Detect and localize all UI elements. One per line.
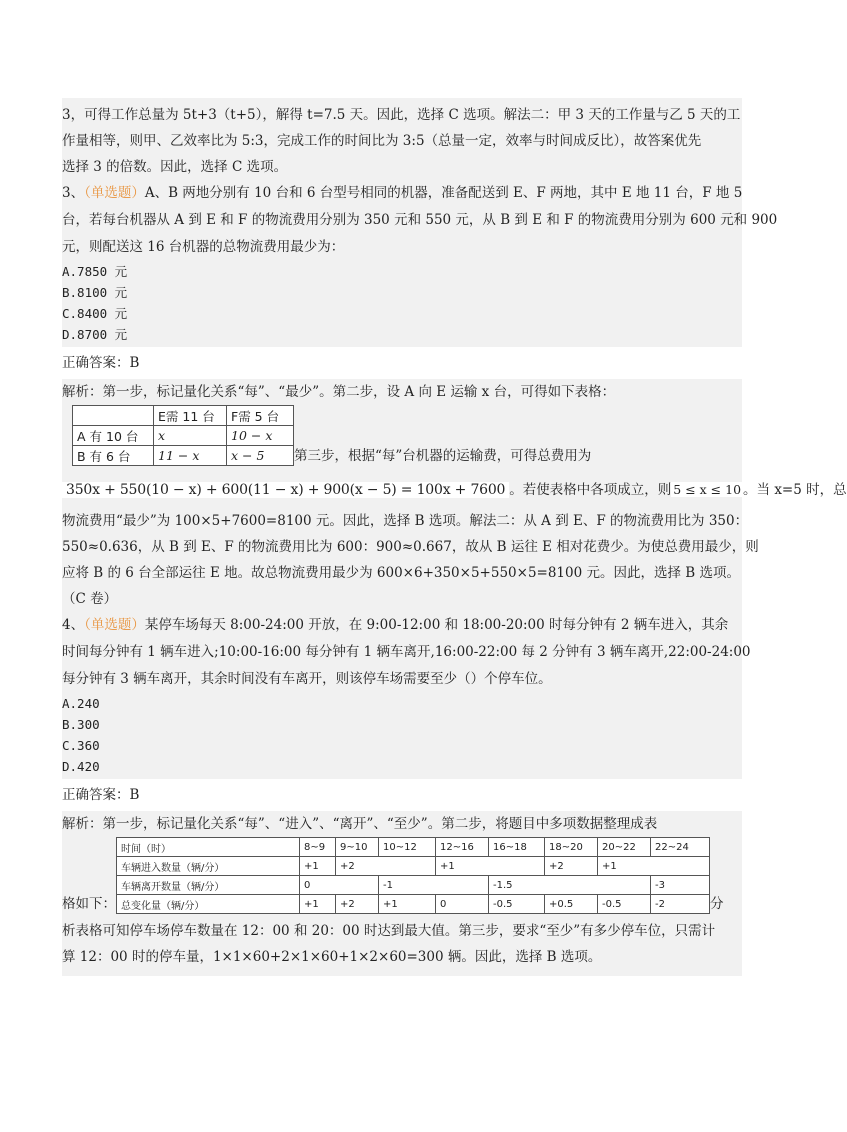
table-cell: 22~24 xyxy=(651,838,710,857)
option-c[interactable]: C.360 xyxy=(62,738,100,753)
correct-answer: 正确答案：B xyxy=(62,787,140,803)
table-cell: 0 xyxy=(436,895,489,914)
analysis-line: 算 12：00 时的停车量，1×1×60+2×1×60+1×2×60=300 辆。因此，选择 B 选项。 xyxy=(62,949,602,965)
analysis-line: 解析：第一步，标记量化关系“每”、“最少”。第二步，设 A 向 E 运输 x 台，可得如下表格： xyxy=(62,384,616,400)
table-cell: 12~16 xyxy=(436,838,489,857)
analysis-line: 物流费用“最少”为 100×5+7600=8100 元。因此，选择 B 选项。解法二：从 A 到 E、F 的物流费用比为 350： xyxy=(62,513,749,529)
question-stem xyxy=(62,180,742,207)
question-3 xyxy=(62,180,778,347)
analysis-line: 应将 B 的 6 台全部运往 E 地。故总物流费用最少为 600×6+350×5+550×5=8100 元。因此，选择 B 选项。 xyxy=(62,565,740,581)
question-type-tag: （单选题） xyxy=(84,617,145,633)
analysis-3 xyxy=(62,379,847,612)
analysis-text: 格如下： xyxy=(62,896,116,912)
analysis-text: 。若使表格中各项成立，则 xyxy=(509,482,672,498)
table-cell: 20~22 xyxy=(598,838,651,857)
question-stem xyxy=(62,612,742,639)
table-cell: -3 xyxy=(651,876,710,895)
question-stem-text: 某停车场每天 8:00-24:00 开放，在 9:00-12:00 和 18:00-20:00 时每分钟有 2 辆车进入，其余 xyxy=(144,617,729,633)
analysis-line: 析表格可知停车场停车数量在 12：00 和 20：00 时达到最大值。第三步，要求“至少”有多少停车位，只需计 xyxy=(62,923,716,939)
question-stem: 每分钟有 3 辆车离开，其余时间没有车离开，则该停车场需要至少（）个停车位。 xyxy=(62,671,552,687)
table-cell: A 有 10 台 xyxy=(73,426,154,446)
table-cell: 时间（时） xyxy=(117,838,300,857)
table-cell: +1 xyxy=(598,857,710,876)
intro-line: 3，可得工作总量为 5t+3（t+5），解得 t=7.5 天。因此，选择 C 选项。解法二：甲 3 天的工作量与乙 5 天的工 xyxy=(62,107,741,123)
table-cell: 车辆进入数量（辆/分） xyxy=(117,857,300,876)
table-cell: +2 xyxy=(336,895,379,914)
table-cell: x − 5 xyxy=(227,446,294,466)
cost-formula: 350x + 550(10 − x) + 600(11 − x) + 900(x − 5) = 100x + 7600 xyxy=(62,482,509,498)
volume-label: （C 卷） xyxy=(62,591,118,607)
table-cell: 0 xyxy=(300,876,379,895)
table-cell: -1.5 xyxy=(489,876,651,895)
table-cell: -1 xyxy=(379,876,489,895)
table-cell: 16~18 xyxy=(489,838,545,857)
table-cell: E需 11 台 xyxy=(154,406,227,426)
option-b[interactable]: B.300 xyxy=(62,717,100,732)
page-content xyxy=(62,98,847,976)
table-cell: +1 xyxy=(379,895,436,914)
table-cell: +2 xyxy=(336,857,436,876)
analysis-line: 550≈0.636，从 B 到 E、F 的物流费用比为 600：900≈0.667，故从 B 运往 E 相对花费少。为使总费用最少，则 xyxy=(62,539,759,555)
table-cell: 车辆离开数量（辆/分） xyxy=(117,876,300,895)
table-cell: -0.5 xyxy=(489,895,545,914)
question-stem: 台，若每台机器从 A 到 E 和 F 的物流费用分别为 350 元和 550 元，从 B 到 E 和 F 的物流费用分别为 600 元和 900 xyxy=(62,212,778,228)
table-cell: 9~10 xyxy=(336,838,379,857)
table-cell: 18~20 xyxy=(545,838,598,857)
table-cell: +1 xyxy=(300,895,336,914)
intro-line: 选择 3 的倍数。因此，选择 C 选项。 xyxy=(62,159,288,175)
table-cell: x xyxy=(154,426,227,446)
table-cell: 10 − x xyxy=(227,426,294,446)
question-stem: 时间每分钟有 1 辆车进入;10:00-16:00 每分钟有 1 辆车离开,16:00-22:00 每 2 分钟有 3 辆车离开,22:00-24:00 xyxy=(62,644,751,660)
analysis-text: 分 xyxy=(710,896,724,912)
intro-block xyxy=(62,98,742,180)
distribution-table xyxy=(72,405,294,466)
table-cell: -0.5 xyxy=(598,895,651,914)
analysis-text: 第三步，根据“每”台机器的运输费，可得总费用为 xyxy=(294,448,592,464)
question-number: 4、 xyxy=(62,617,85,633)
option-d[interactable]: D.8700 元 xyxy=(62,327,128,342)
correct-answer: 正确答案：B xyxy=(62,355,140,371)
option-a[interactable]: A.240 xyxy=(62,696,100,711)
table-cell: +1 xyxy=(300,857,336,876)
inequality-formula: 5 ≤ x ≤ 10 xyxy=(673,482,742,497)
analysis-line: 解析：第一步，标记量化关系“每”、“进入”、“离开”、“至少”。第二步，将题目中多项数据整理成表 xyxy=(62,816,658,832)
table-cell: 11 − x xyxy=(154,446,227,466)
table-cell: +1 xyxy=(436,857,545,876)
question-stem-text: A、B 两地分别有 10 台和 6 台型号相同的机器，准备配送到 E、F 两地，其中 E 地 11 台，F 地 5 xyxy=(144,185,743,201)
formula-line xyxy=(62,472,847,508)
question-type-tag: （单选题） xyxy=(84,185,145,201)
parking-table xyxy=(116,837,710,914)
table-row-with-text xyxy=(62,837,742,914)
option-b[interactable]: B.8100 元 xyxy=(62,285,128,300)
table-cell: +0.5 xyxy=(545,895,598,914)
option-a[interactable]: A.7850 元 xyxy=(62,264,128,279)
table-cell: 10~12 xyxy=(379,838,436,857)
question-4 xyxy=(62,612,751,779)
question-number: 3、 xyxy=(62,185,85,201)
table-cell: B 有 6 台 xyxy=(73,446,154,466)
table-cell: +2 xyxy=(545,857,598,876)
intro-line: 作量相等，则甲、乙效率比为 5:3，完成工作的时间比为 3:5（总量一定，效率与时间成反比），故答案优先 xyxy=(62,133,702,149)
question-stem: 元，则配送这 16 台机器的总物流费用最少为： xyxy=(62,239,345,255)
table-cell: 8~9 xyxy=(300,838,336,857)
analysis-text: 。当 x=5 时，总 xyxy=(743,482,847,498)
table-cell: 总变化量（辆/分） xyxy=(117,895,300,914)
table-cell xyxy=(73,406,154,426)
option-c[interactable]: C.8400 元 xyxy=(62,306,128,321)
option-d[interactable]: D.420 xyxy=(62,759,100,774)
analysis-4 xyxy=(62,811,742,976)
table-cell: -2 xyxy=(651,895,710,914)
table-cell: F需 5 台 xyxy=(227,406,294,426)
table-row-with-text xyxy=(62,405,742,466)
